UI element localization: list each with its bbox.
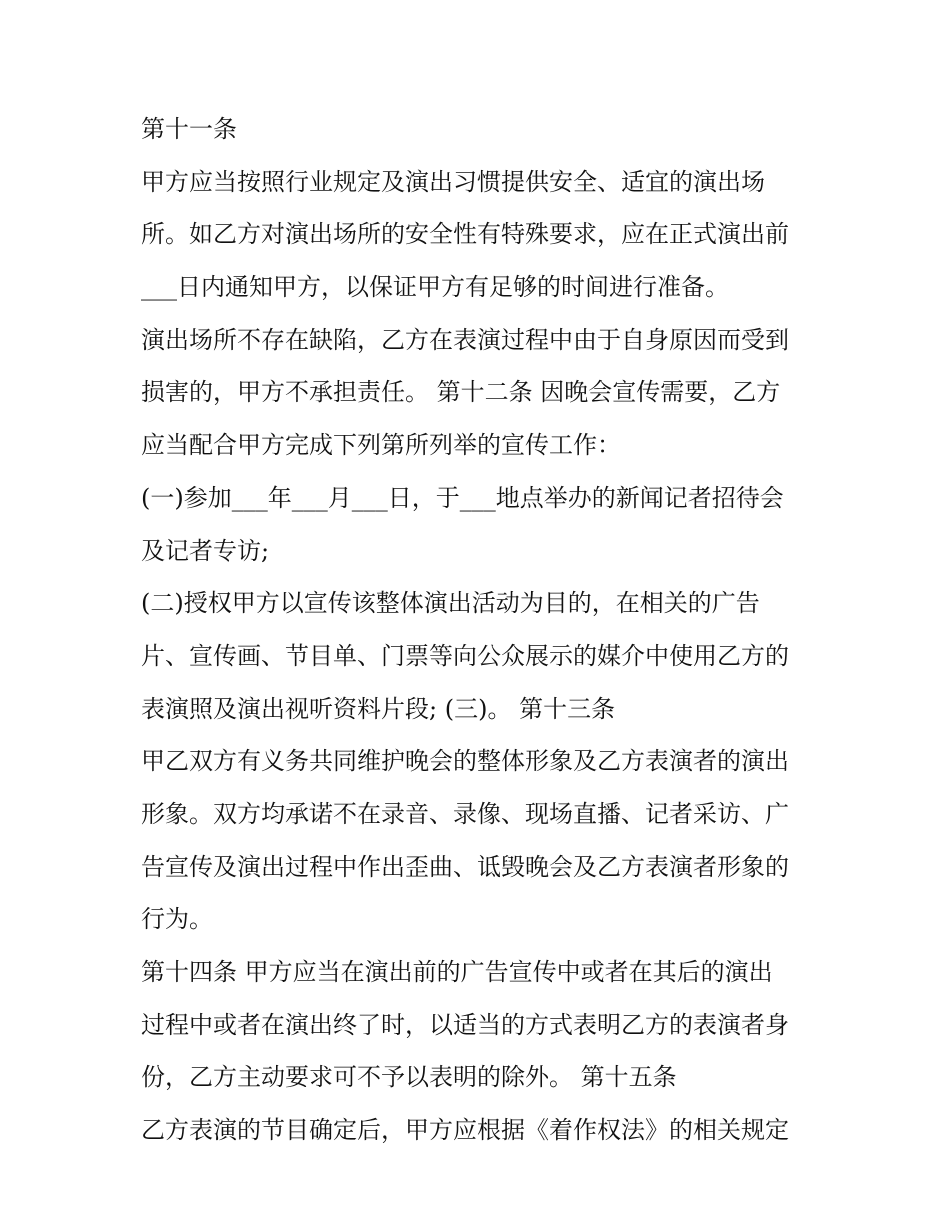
text-line: 片、宣传画、节目单、门票等向公众展示的媒介中使用乙方的 <box>141 641 789 670</box>
text-line: 第十四条 甲方应当在演出前的广告宣传中或者在其后的演出 <box>141 958 773 986</box>
text-line: 表演照及演出视听资料片段; (三)。 第十三条 <box>141 694 616 723</box>
text-line: ___日内通知甲方，以保证甲方有足够的时间进行准备。 <box>141 273 729 302</box>
text-line: 甲乙双方有义务共同维护晚会的整体形象及乙方表演者的演出 <box>141 747 789 776</box>
text-line: 演出场所不存在缺陷，乙方在表演过程中由于自身原因而受到 <box>141 325 789 354</box>
text-line: (二)授权甲方以宣传该整体演出活动为目的，在相关的广告 <box>141 589 760 618</box>
text-line: 及记者专访; <box>141 536 270 565</box>
text-line: 形象。双方均承诺不在录音、录像、现场直播、记者采访、广 <box>141 799 789 828</box>
text-line: 份，乙方主动要求可不予以表明的除外。 第十五条 <box>141 1063 677 1092</box>
text-line: 乙方表演的节目确定后，甲方应根据《着作权法》的相关规定 <box>141 1116 789 1145</box>
text-line: (一)参加___年___月___日，于___地点举办的新闻记者招待会 <box>141 483 784 512</box>
text-line: 第十一条 <box>141 115 237 143</box>
text-line: 告宣传及演出过程中作出歪曲、诋毁晚会及乙方表演者形象的 <box>141 852 789 881</box>
text-line: 所。如乙方对演出场所的安全性有特殊要求，应在正式演出前 <box>141 220 789 249</box>
text-line: 应当配合甲方完成下列第所列举的宣传工作： <box>141 431 621 460</box>
text-line: 行为。 <box>141 905 213 934</box>
text-line: 损害的，甲方不承担责任。 第十二条 因晚会宣传需要，乙方 <box>141 378 781 407</box>
contract-text <box>141 108 821 1162</box>
text-line: 过程中或者在演出终了时，以适当的方式表明乙方的表演者身 <box>141 1010 789 1039</box>
text-line: 甲方应当按照行业规定及演出习惯提供安全、适宜的演出场 <box>141 167 765 196</box>
